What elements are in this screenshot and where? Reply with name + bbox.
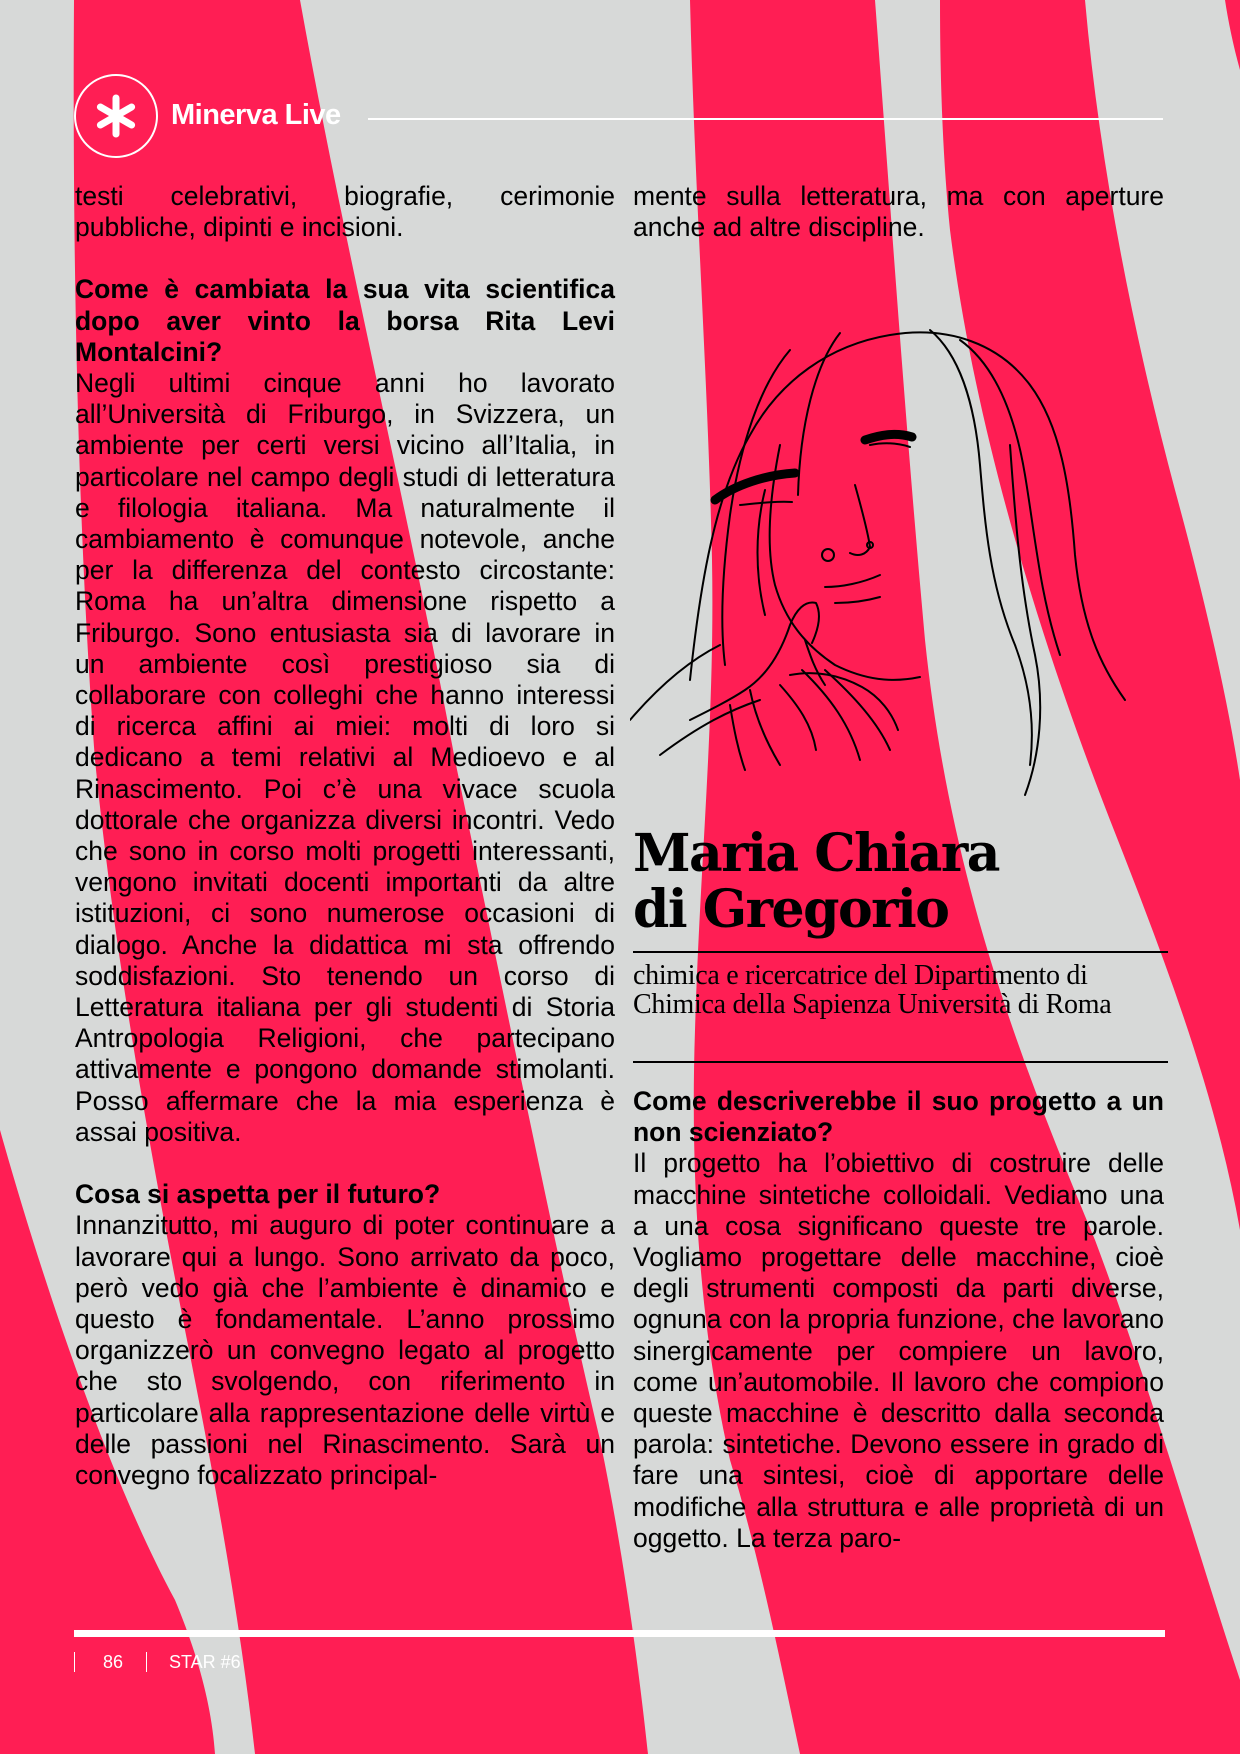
name-divider-top xyxy=(633,951,1168,953)
portrait-illustration xyxy=(630,325,1130,825)
answer-paragraph: Il progetto ha l’obiettivo di costruire delle macchine sintetiche colloidali. Vediamo una a una cosa significano queste tre parole. Vogliamo progettare delle macchine, cioè degli strumenti composti da parti diverse, ognuna con la propria funzione, che lavorano sinergicamente per compiere un lavoro, come un’automobile. Il lavoro che compiono queste macchine è descritto dalla seconda parola: sintetiche. Devono essere in grado di fare una sintesi, cioè di apportare delle modifiche alla struttura e alle proprietà di un oggetto. La terza paro- xyxy=(633,1148,1164,1553)
asterisk-icon xyxy=(76,76,156,156)
footer-divider xyxy=(74,1630,1165,1637)
answer-paragraph: Innanzitutto, mi auguro di poter continuare a lavorare qui a lungo. Sono arrivato da poco, però vedo già che l’ambiente è dinamico e questo è fondamentale. L’anno prossimo organizzerò un convegno legato al progetto che sto svolgendo, con riferimento in particolare alla rappresentazione delle virtù e delle passioni nel Rinascimento. Sarà un convegno focalizzato principal- xyxy=(75,1210,615,1490)
footer-separator xyxy=(74,1652,75,1672)
name-divider-bottom xyxy=(633,1061,1168,1063)
person-name-line: Maria Chiara xyxy=(633,823,999,884)
section-title: Minerva Live xyxy=(171,99,341,131)
footer-separator xyxy=(146,1652,147,1672)
issue-label: STAR #6 xyxy=(169,1652,241,1672)
person-name xyxy=(633,823,1173,940)
right-column-continuation xyxy=(633,181,1164,243)
person-role: chimica e ricercatrice del Dipartimento di Chimica della Sapienza Università di Roma xyxy=(633,960,1112,1020)
header-divider xyxy=(368,118,1163,120)
question-heading: Come descriverebbe il suo progetto a un non scienziato? xyxy=(633,1086,1164,1148)
question-heading: Cosa si aspetta per il futuro? xyxy=(75,1179,441,1210)
page-number: 86 xyxy=(103,1652,124,1672)
person-name-line: di Gregorio xyxy=(633,879,949,940)
question-heading: Come è cambiata la sua vita scientifica dopo aver vinto la borsa Rita Levi Montalcini? xyxy=(75,274,615,367)
intro-paragraph: testi celebrativi, biografie, cerimonie pubbliche, dipinti e incisioni. xyxy=(75,181,615,243)
answer-paragraph: Negli ultimi cinque anni ho lavorato all’Università di Friburgo, in Svizzera, un ambiente per certi versi vicino all’Italia, in particolare nel campo degli studi di letteratura e filologia italiana. Ma naturalmente il cambiamento è comunque notevole, anche per la differenza del contesto circostante: Roma ha un’altra dimensione rispetto a Friburgo. Sono entusiasta sia di lavorare in un ambiente così prestigioso sia di collaborare con colleghi che hanno interessi di ricerca affini ai miei: molti di loro si dedicano a temi relativi al Medioevo e al Rinascimento. Poi c’è una vivace scuola dottorale che organizza diversi incontri. Vedo che sono in corso molti progetti interessanti, vengono invitati docenti importanti da altre istituzioni, ci sono numerose occasioni di dialogo. Anche la didattica mi sta offrendo soddisfazioni. Sto tenendo un corso di Letteratura italiana per gli studenti di Storia Antropologia Religioni, che partecipano attivamente e pongono domande stimolanti. Posso affermare che la mia esperienza è assai positiva. xyxy=(75,368,615,1147)
right-column xyxy=(633,1086,1164,1554)
minerva-logo xyxy=(74,74,158,158)
continuation-paragraph: mente sulla letteratura, ma con aperture anche ad altre discipline. xyxy=(633,181,1164,243)
left-column xyxy=(75,181,615,1491)
